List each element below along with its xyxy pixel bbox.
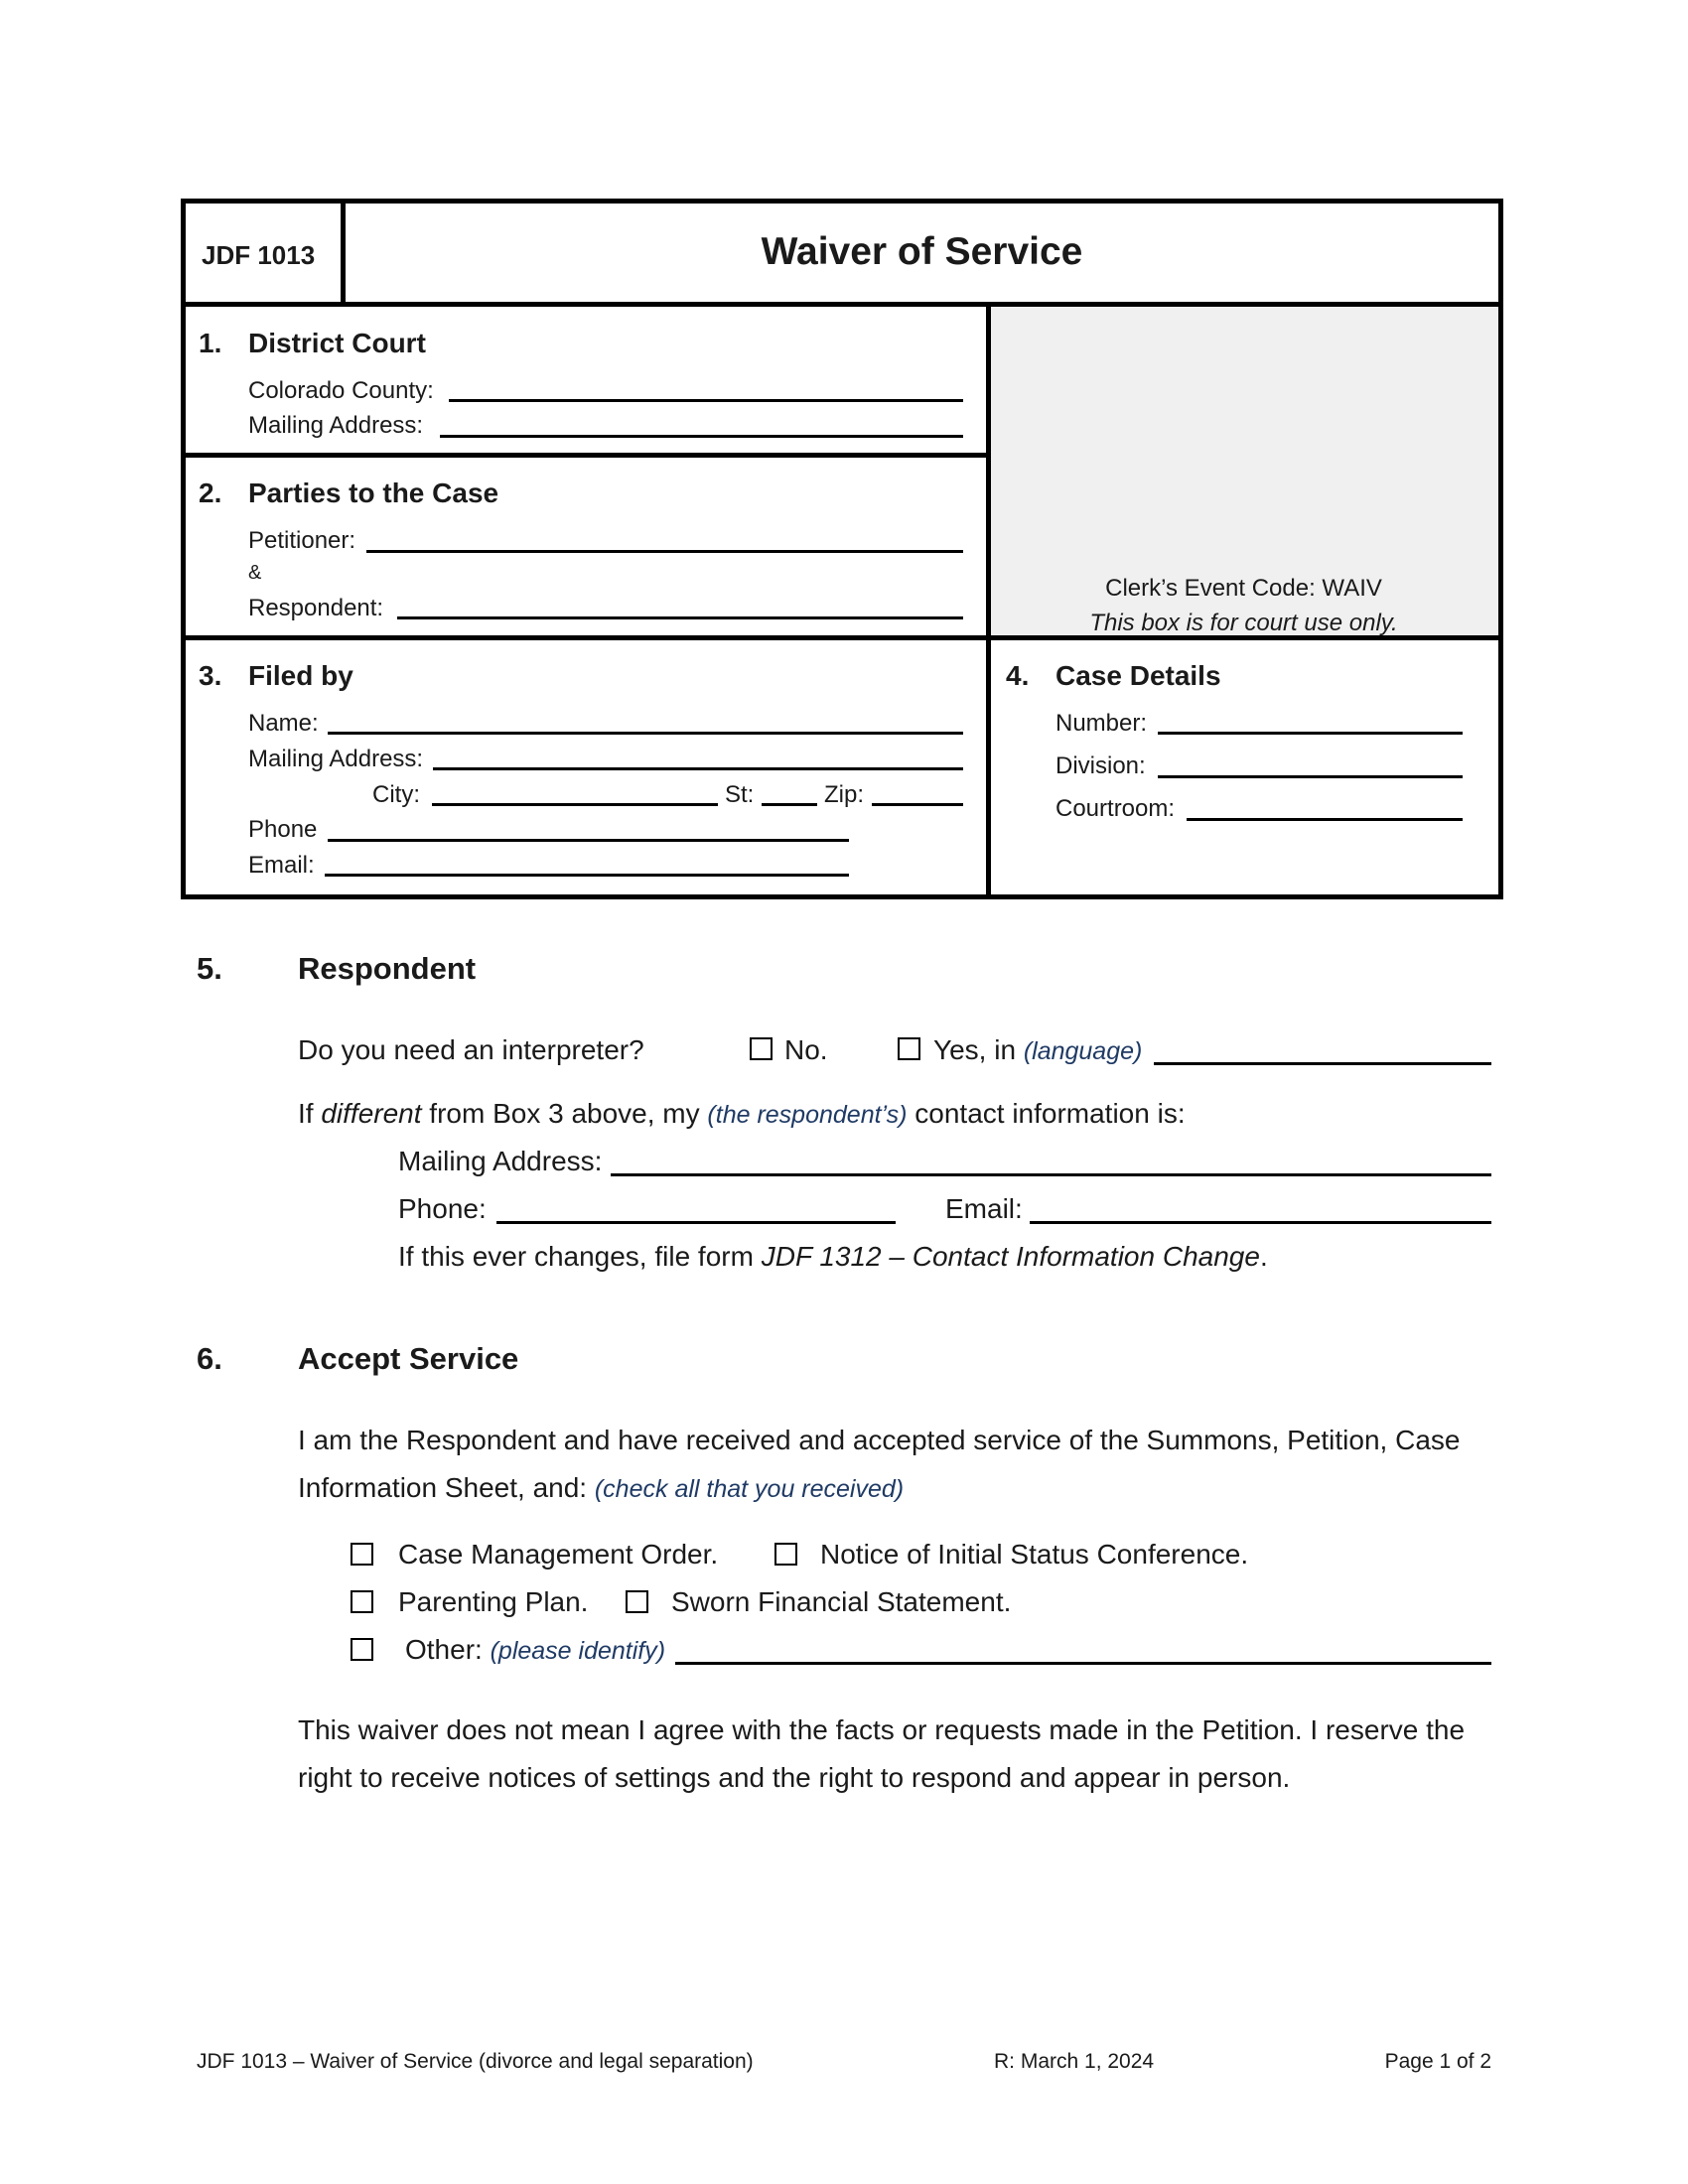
footer-page-number: Page 1 of 2 — [1384, 2050, 1491, 2073]
box2-number: 2. — [199, 478, 222, 508]
cmo-checkbox[interactable] — [351, 1543, 373, 1566]
changes-pre: If this ever changes, file form — [398, 1241, 754, 1272]
filer-email-field[interactable] — [325, 874, 849, 877]
accept-paragraph-line1: I am the Respondent and have received and accepted service of the Summons, Petition, Case — [298, 1425, 1461, 1455]
footer-form-name: JDF 1013 – Waiver of Service (divorce and legal separation) — [197, 2050, 754, 2073]
other-text: Other: — [405, 1634, 483, 1665]
zip-label: Zip: — [824, 781, 865, 808]
form-id: JDF 1013 — [202, 240, 316, 270]
section6-title: Accept Service — [298, 1341, 519, 1376]
resp-email-label: Email: — [945, 1193, 1023, 1224]
filer-email-label: Email: — [248, 852, 315, 879]
parenting-plan-checkbox[interactable] — [351, 1590, 373, 1613]
respondent-label: Respondent: — [248, 595, 384, 621]
filer-phone-label: Phone — [248, 816, 318, 843]
different-post: contact information is: — [914, 1098, 1186, 1129]
interpreter-yes-text: Yes, in — [933, 1034, 1017, 1065]
box1-number: 1. — [199, 328, 222, 358]
section5-title: Respondent — [298, 951, 477, 986]
sworn-statement-label: Sworn Financial Statement. — [671, 1586, 1012, 1617]
ampersand: & — [248, 562, 262, 584]
interpreter-question: Do you need an interpreter? — [298, 1034, 644, 1065]
box1-divider — [181, 453, 989, 458]
footer-revision: R: March 1, 2024 — [994, 2050, 1155, 2073]
box4-title: Case Details — [1055, 660, 1221, 691]
different-word: different — [321, 1098, 422, 1129]
filer-mailing-field[interactable] — [433, 767, 963, 770]
city-label: City: — [372, 781, 420, 808]
box3-number: 3. — [199, 660, 222, 691]
cmo-label: Case Management Order. — [398, 1539, 719, 1570]
petitioner-label: Petitioner: — [248, 527, 356, 554]
resp-mailing-field[interactable] — [611, 1173, 1491, 1176]
language-hint: (language) — [1023, 1037, 1143, 1065]
other-field[interactable] — [675, 1662, 1491, 1665]
section6-number: 6. — [197, 1341, 222, 1376]
zip-field[interactable] — [872, 803, 963, 806]
county-field[interactable] — [449, 399, 963, 402]
accept-paragraph-text: Information Sheet, and: — [298, 1472, 588, 1503]
court-mailing-field[interactable] — [440, 435, 963, 438]
section5-number: 5. — [197, 951, 222, 986]
state-field[interactable] — [762, 803, 817, 806]
clerk-event-code: Clerk’s Event Code: WAIV — [1105, 575, 1382, 602]
interpreter-yes-label — [933, 1034, 1142, 1066]
resp-mailing-label: Mailing Address: — [398, 1146, 603, 1176]
city-field[interactable] — [432, 803, 718, 806]
title-divider — [181, 302, 1503, 307]
division-label: Division: — [1055, 752, 1146, 779]
courtroom-field[interactable] — [1187, 818, 1463, 821]
filer-mailing-label: Mailing Address: — [248, 746, 424, 772]
accept-paragraph-line2 — [298, 1472, 904, 1504]
county-label: Colorado County: — [248, 377, 434, 404]
sworn-statement-checkbox[interactable] — [626, 1590, 648, 1613]
interpreter-yes-checkbox[interactable] — [898, 1037, 920, 1060]
changes-post: . — [1259, 1241, 1268, 1272]
box2-title: Parties to the Case — [248, 478, 499, 508]
other-label — [405, 1634, 665, 1666]
court-mailing-label: Mailing Address: — [248, 412, 424, 439]
different-mid: from Box 3 above, my — [429, 1098, 700, 1129]
filer-name-label: Name: — [248, 710, 319, 737]
box1-title: District Court — [248, 328, 426, 358]
case-number-label: Number: — [1055, 710, 1148, 737]
courtroom-label: Courtroom: — [1055, 795, 1176, 822]
division-field[interactable] — [1158, 775, 1463, 778]
different-pre: If — [298, 1098, 314, 1129]
interpreter-no-label: No. — [784, 1034, 828, 1065]
state-label: St: — [725, 781, 755, 808]
case-number-field[interactable] — [1158, 732, 1463, 735]
page-title: Waiver of Service — [761, 230, 1083, 273]
filer-phone-field[interactable] — [328, 839, 849, 842]
language-field[interactable] — [1154, 1062, 1491, 1065]
changes-form: JDF 1312 – Contact Information Change — [761, 1241, 1260, 1272]
box4-number: 4. — [1006, 660, 1030, 691]
box3-title: Filed by — [248, 660, 353, 691]
other-checkbox[interactable] — [351, 1638, 373, 1661]
please-identify-hint: (please identify) — [490, 1637, 666, 1665]
waiver-paragraph-line1: This waiver does not mean I agree with the facts or requests made in the Petition. I reserve the — [298, 1714, 1466, 1745]
check-all-hint: (check all that you received) — [594, 1475, 905, 1503]
contact-change-note — [398, 1241, 1268, 1273]
interpreter-no-checkbox[interactable] — [750, 1037, 773, 1060]
waiver-paragraph-line2: right to receive notices of settings and the right to respond and appear in person. — [298, 1762, 1291, 1793]
filer-name-field[interactable] — [328, 732, 963, 735]
resp-email-field[interactable] — [1030, 1221, 1491, 1224]
resp-phone-label: Phone: — [398, 1193, 487, 1224]
respondent-hint: (the respondent’s) — [707, 1101, 908, 1129]
different-contact-line — [298, 1098, 1186, 1130]
resp-phone-field[interactable] — [496, 1221, 896, 1224]
parenting-plan-label: Parenting Plan. — [398, 1586, 589, 1617]
notice-checkbox[interactable] — [774, 1543, 797, 1566]
respondent-field[interactable] — [397, 616, 963, 619]
court-use-note: This box is for court use only. — [1089, 610, 1398, 636]
notice-label: Notice of Initial Status Conference. — [820, 1539, 1249, 1570]
petitioner-field[interactable] — [366, 550, 963, 553]
